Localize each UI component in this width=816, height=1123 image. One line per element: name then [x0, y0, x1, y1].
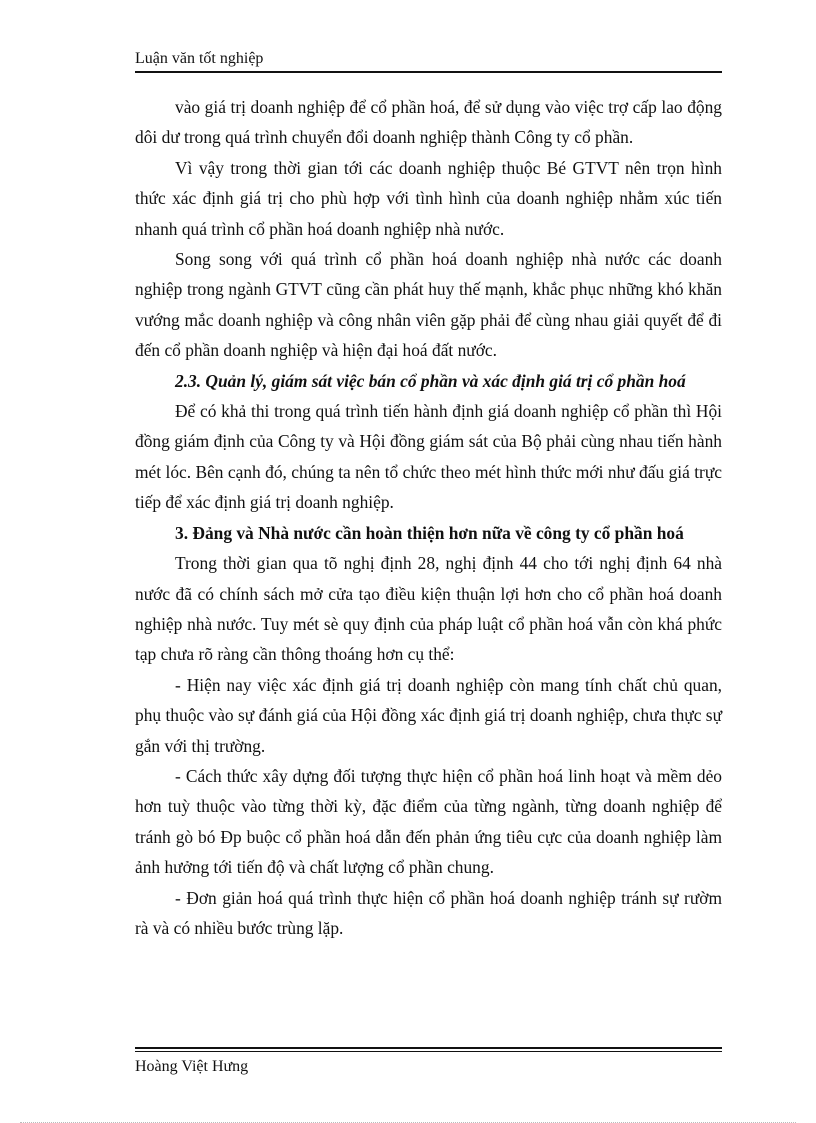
- bullet-paragraph: - Cách thức xây dựng đối tượng thực hiện cổ phần hoá linh hoạt và mềm dẻo hơn tuỳ thuộc vào từng thời kỳ, đặc điểm của từng ngành, từng doanh nghiệp để tránh gò bó Ðp buộc cổ phần hoá dẫn đến phản ứng tiêu cực của doanh nghiệp làm ảnh hưởng tới tiến độ và chất lượng cổ phần chung.: [135, 765, 722, 878]
- paragraph: vào giá trị doanh nghiệp để cổ phần hoá, để sử dụng vào việc trợ cấp lao động dôi dư trong quá trình chuyển đổi doanh nghiệp thành Công ty cổ phần.: [135, 97, 722, 148]
- paragraph: Song song với quá trình cổ phần hoá doanh nghiệp nhà nước các doanh nghiệp trong ngành GTVT cũng cần phát huy thế mạnh, khắc phục những khó khăn vướng mắc doanh nghiệp và công nhân viên gặp phải để cùng nhau giải quyết để đi đến cổ phần doanh nghiệp và hiện đại hoá đất nước.: [135, 249, 722, 361]
- paragraph: Vì vậy trong thời gian tới các doanh nghiệp thuộc Bé GTVT nên trọn hình thức xác định giá trị cho phù hợp với tình hình của doanh nghiệp nhằm xúc tiến nhanh quá trình cổ phần hoá doanh nghiệp nhà nước.: [135, 157, 722, 239]
- header-title: Luận văn tốt nghiệp: [135, 50, 264, 67]
- document-body: [135, 92, 722, 943]
- footer-rule: [135, 1047, 722, 1049]
- page-footer: [135, 1047, 722, 1078]
- section-heading-3: 3. Đảng và Nhà nước cần hoàn thiện hơn nữa về công ty cổ phần hoá: [175, 522, 684, 543]
- bullet-paragraph: - Hiện nay việc xác định giá trị doanh nghiệp còn mang tính chất chủ quan, phụ thuộc vào sự đánh giá của Hội đồng xác định giá trị doanh nghiệp, chưa thực sự gắn với thị trường.: [135, 674, 722, 756]
- section-heading-2-3: 2.3. Quản lý, giám sát việc bán cổ phần và xác định giá trị cổ phần hoá: [175, 370, 686, 391]
- bullet-paragraph: - Đơn giản hoá quá trình thực hiện cổ phần hoá doanh nghiệp tránh sự rườm rà và có nhiều bước trùng lặp.: [135, 887, 722, 938]
- header-rule: [135, 71, 722, 73]
- footer-author: Hoàng Việt Hưng: [135, 1058, 249, 1075]
- footer-rule-thin: [135, 1051, 722, 1052]
- paragraph: Trong thời gian qua tõ nghị định 28, nghị định 44 cho tới nghị định 64 nhà nước đã có chính sách mở cửa tạo điều kiện thuận lợi hơn cho cổ phần hoá doanh nghiệp nhà nước. Tuy mét sè quy định của pháp luật cổ phần hoá vẫn còn khá phức tạp chưa rõ ràng cần thông thoáng hơn cụ thể:: [135, 553, 722, 665]
- paragraph: Để có khả thi trong quá trình tiến hành định giá doanh nghiệp cổ phần thì Hội đồng giám định của Công ty và Hội đồng giám sát của Bộ phải cùng nhau tiến hành mét lóc. Bên cạnh đó, chúng ta nên tổ chức theo mét hình thức mới như đấu giá trực tiếp để xác định giá trị doanh nghiệp.: [135, 401, 722, 513]
- page-header: [135, 48, 722, 73]
